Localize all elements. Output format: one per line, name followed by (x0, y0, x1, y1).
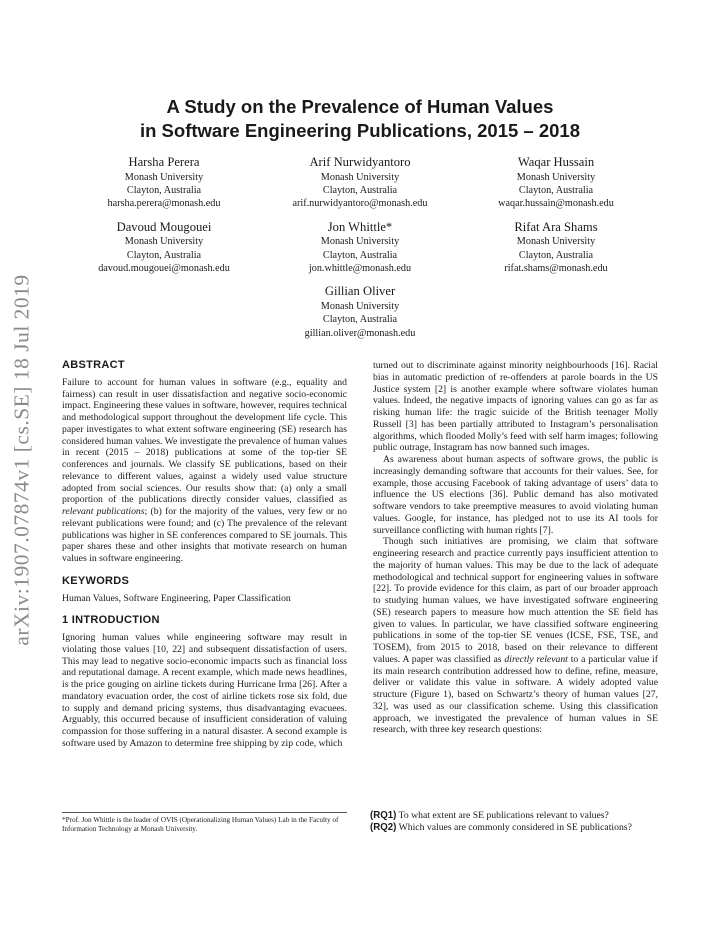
author-location: Clayton, Australia (126, 184, 202, 196)
author-location: Clayton, Australia (322, 314, 398, 326)
title-line-1: A Study on the Prevalence of Human Values (166, 96, 554, 117)
author-name: Rifat Ara Shams (514, 219, 598, 234)
paper-title (60, 95, 660, 143)
author-location: Clayton, Australia (518, 184, 594, 196)
author-card (262, 220, 458, 276)
author-affiliation: Monash University (124, 171, 204, 183)
author-location: Clayton, Australia (322, 249, 398, 261)
author-email: harsha.perera@monash.edu (107, 198, 221, 210)
author-card (66, 155, 262, 211)
author-affiliation: Monash University (320, 236, 400, 248)
abstract-heading: ABSTRACT (62, 359, 125, 371)
intro-paragraph: Ignoring human values while engineering software may result in violating those values [10, 22] and subsequent dissatisfaction of users. This may lead to negative socio-economic impacts such as financial loss and reputational damage. A recent example, which made news headlines, is the price gouging on airline tickets during Hurricane Irma [26]. After a mandatory evacuation order, the cost of airline tickets rose six fold, due to supply and demand pricing systems, thus disadvantaging evacuees. Arguably, this occurred because of insufficient consideration of valuing compassion for those suffering in a natural disaster. A second example is software used by Amazon to determine free shipping by zip code, which (62, 632, 347, 749)
left-column (62, 360, 347, 750)
footnote: *Prof. Jon Whittle is the leader of OVIS (Operationalizing Human Values) Lab in the Faculty of Information Technology at Monash University. (62, 812, 347, 834)
author-name: Jon Whittle* (327, 219, 393, 234)
author-affiliation: Monash University (320, 171, 400, 183)
author-email: davoud.mougouei@monash.edu (98, 263, 230, 275)
author-email: rifat.shams@monash.edu (504, 263, 608, 275)
author-affiliation: Monash University (124, 236, 204, 248)
right-column (373, 360, 658, 736)
author-card (66, 220, 262, 276)
research-question: (RQ2) Which values are commonly considered in SE publications? (370, 822, 632, 833)
abstract-text: Failure to account for human values in software (e.g., equality and fairness) can result in user dissatisfaction and negative socio-economic impact. Engineering these values in software, however, requires technical and methodological support throughout the development life cycle. This paper investigates to what extent software engineering (SE) research has considered human values. We investigate the prevalence of human values in recent (2015 – 2018) publications at some of the top-tier SE conferences and journals. We classify SE publications, based on their relevance to different values, against a widely used value structure adopted from social sciences. Our results show that: (a) only a small proportion of the publications directly consider values, classified as relevant publications; (b) for the majority of the values, very few or no relevant publications were found; and (c) The prevalence of the relevant publications was higher in SE conferences compared to SE journals. This paper shares these and other insights that motivate research on human values in software engineering. (62, 376, 348, 564)
author-email: arif.nurwidyantoro@monash.edu (292, 198, 428, 210)
author-block (66, 155, 654, 349)
body-paragraph: Though such initiatives are promising, we claim that software engineering research and practice currently pays insufficient attention to the majority of human values. This may be due to the lack of adequate methodological and technical support for engineering values in software [22]. To provide evidence for this claim, as part of our broader approach to studying human values, we have investigated software engineering (SE) research papers to measure how much attention the SE field has given to values. In particular, we have classified software engineering publications in some of the top-tier SE venues (ICSE, FSE, TSE, and TOSEM), from 2015 to 2018, based on their relevance to different values. A paper was classified as directly relevant to a particular value if its main research contribution addressed how to define, refine, measure, deliver or validate this value in software. A widely adopted value structure (Figure 1), based on Schwartz’s theory of human values [27, 32], was used as our classification scheme. Using this classification approach, we investigated the prevalence of human values in SE research, with three key research questions: (373, 536, 658, 736)
author-email: gillian.oliver@monash.edu (304, 327, 416, 339)
author-card (262, 155, 458, 211)
author-location: Clayton, Australia (126, 249, 202, 261)
author-card (262, 284, 458, 340)
author-name: Davoud Mougouei (116, 219, 212, 234)
intro-heading: 1 INTRODUCTION (62, 614, 160, 627)
arxiv-stamp: arXiv:1907.07874v1 [cs.SE] 18 Jul 2019 (9, 274, 34, 646)
author-email: waqar.hussain@monash.edu (498, 198, 614, 210)
keywords-text: Human Values, Software Engineering, Paper Classification (62, 592, 291, 604)
body-paragraph: As awareness about human aspects of software grows, the public is increasingly demanding software that accounts for their values. See, for example, those accusing Facebook of taking advantage of users’ data to influence the US elections [36]. Public demand has also motivated software vendors to take preemptive measures to avoid violating human values. Google, for instance, has pledged not to use its AI tools for surveillance conflicting with human rights [7]. (373, 454, 658, 536)
body-paragraph: turned out to discriminate against minority neighbourhoods [16]. Racial bias in automatic prediction of re-offenders at parole boards in the US Justice system [2] is another example where software violates human values. Indeed, the negative impacts of ignoring values can go as far as risking human life: the tragic suicide of the British teenager Molly Russell [3] has been partially attributed to Instagram’s personalisation algorithms, which flooded Molly’s feed with self harm images; following public outrage, Instagram has now banned such images. (373, 360, 658, 454)
author-affiliation: Monash University (320, 300, 400, 312)
title-line-2: in Software Engineering Publications, 2015 – 2018 (139, 120, 581, 141)
author-name: Waqar Hussain (517, 155, 595, 169)
author-card (458, 220, 654, 276)
author-affiliation: Monash University (516, 236, 596, 248)
author-name: Arif Nurwidyantoro (309, 155, 411, 169)
author-name: Harsha Perera (128, 155, 200, 169)
author-affiliation: Monash University (516, 171, 596, 183)
author-name: Gillian Oliver (324, 284, 396, 299)
keywords-heading: KEYWORDS (62, 574, 130, 587)
author-email: jon.whittle@monash.edu (308, 263, 412, 275)
author-location: Clayton, Australia (518, 249, 594, 261)
author-card (458, 155, 654, 211)
author-location: Clayton, Australia (322, 184, 398, 196)
research-question: (RQ1) To what extent are SE publications relevant to values? (370, 810, 609, 821)
